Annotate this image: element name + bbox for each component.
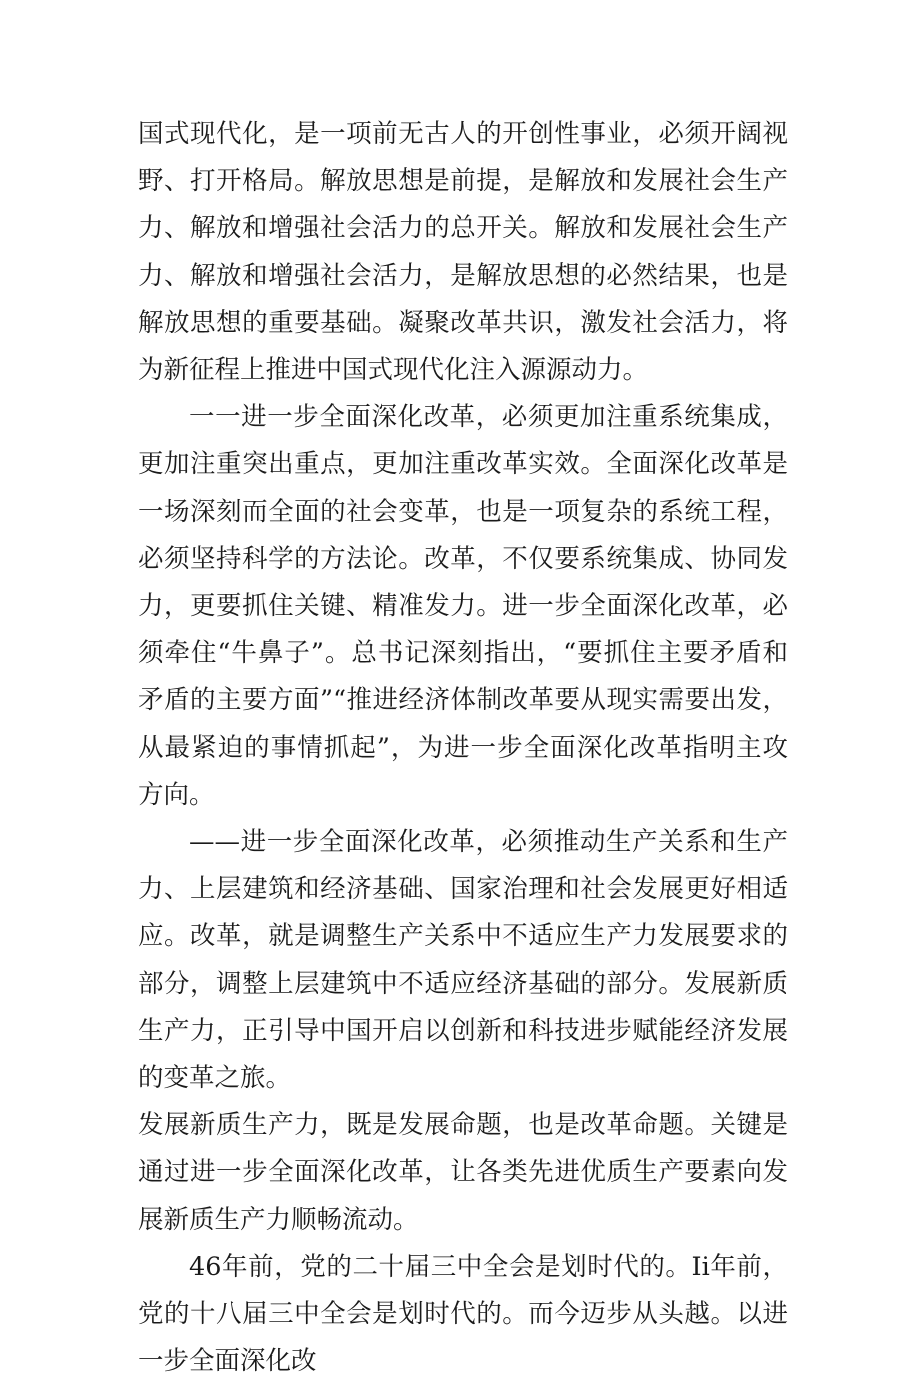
paragraph-3: ——进一步全面深化改革，必须推动生产关系和生产力、上层建筑和经济基础、国家治理和社会发展更好相适应。改革，就是调整生产关系中不适应生产力发展要求的部分，调整上层建筑中不适应经济基础的部分。发展新质生产力，正引导中国开启以创新和科技进步赋能经济发展的变革之旅。 (138, 827, 788, 1094)
paragraph-5: 46年前，党的二十届三中全会是划时代的。Ii年前，党的十八届三中全会是划时代的。而今迈步从头越。以进一步全面深化改 (138, 1251, 788, 1377)
paragraph-4: 发展新质生产力，既是发展命题，也是改革命题。关键是通过进一步全面深化改革，让各类先进优质生产要素向发展新质生产力顺畅流动。 (138, 1110, 788, 1235)
paragraph-1: 国式现代化，是一项前无古人的开创性事业，必须开阔视野、打开格局。解放思想是前提，是解放和发展社会生产力、解放和增强社会活力的总开关。解放和发展社会生产力、解放和增强社会活力，是解放思想的必然结果，也是解放思想的重要基础。凝聚改革共识，激发社会活力，将为新征程上推进中国式现代化注入源源动力。 (138, 119, 788, 386)
document-body (138, 111, 788, 1385)
paragraph-2: 一一进一步全面深化改革，必须更加注重系统集成，更加注重突出重点，更加注重改革实效。全面深化改革是一场深刻而全面的社会变革，也是一项复杂的系统工程，必须坚持科学的方法论。改革，不仅要系统集成、协同发力，更要抓住关键、精准发力。进一步全面深化改革，必须牵住“牛鼻子”。总书记深刻指出，“要抓住主要矛盾和矛盾的主要方面”“推进经济体制改革要从现实需要出发，从最紧迫的事情抓起”，为进一步全面深化改革指明主攻方向。 (138, 402, 788, 810)
